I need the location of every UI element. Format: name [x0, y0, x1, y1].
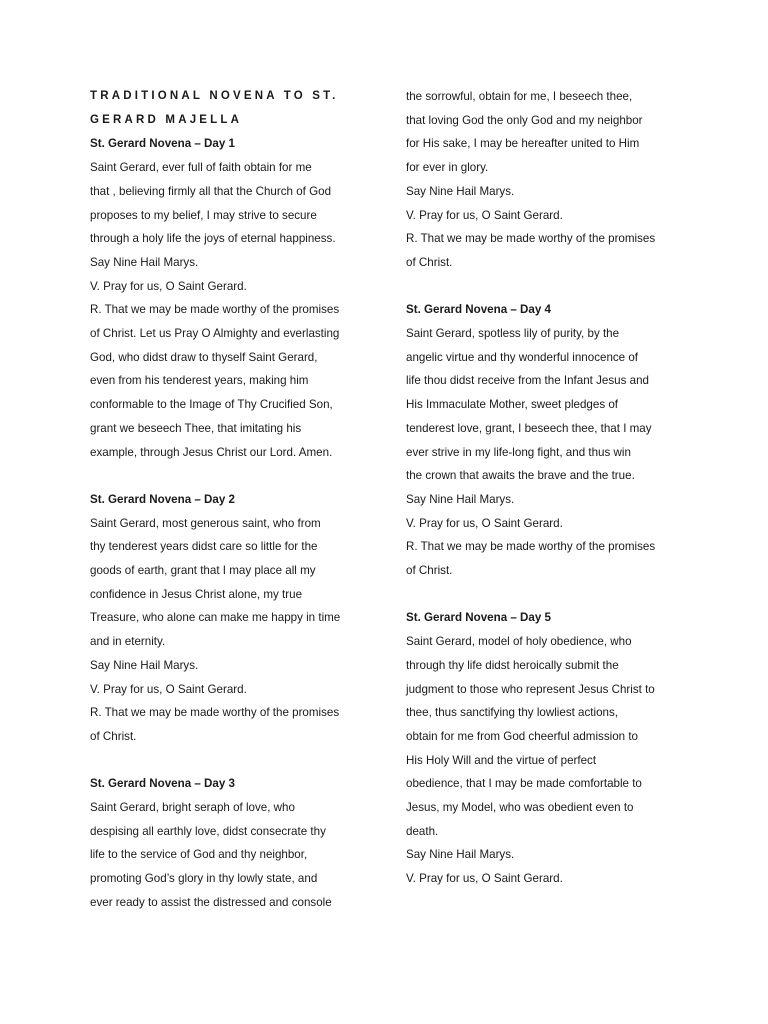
text-line: of Christ. — [406, 564, 453, 578]
text-line: the crown that awaits the brave and the true. — [406, 469, 635, 483]
text-line: promoting God’s glory in thy lowly state, and — [90, 872, 318, 886]
text-line: judgment to those who represent Jesus Christ to — [406, 682, 655, 696]
section-heading: St. Gerard Novena – Day 2 — [90, 492, 235, 506]
text-line: V. Pray for us, O Saint Gerard. — [406, 516, 563, 530]
text-line: R. That we may be made worthy of the promises — [406, 232, 656, 246]
left-column — [90, 85, 368, 915]
text-line: of Christ. — [406, 255, 453, 269]
section-heading: St. Gerard Novena – Day 5 — [406, 611, 551, 625]
text-line: V. Pray for us, O Saint Gerard. — [90, 682, 247, 696]
text-line: grant we beseech Thee, that imitating his — [90, 421, 302, 435]
text-line: Saint Gerard, ever full of faith obtain for me — [90, 161, 312, 175]
text-line: proposes to my belief, I may strive to secure — [90, 208, 317, 222]
text-line: His Immaculate Mother, sweet pledges of — [406, 398, 619, 412]
text-line: V. Pray for us, O Saint Gerard. — [406, 208, 563, 222]
text-line: death. — [406, 824, 439, 838]
novena-section — [406, 85, 684, 275]
text-line: example, through Jesus Christ our Lord. Amen. — [90, 445, 333, 459]
text-line: ever strive in my life-long fight, and thus win — [406, 445, 631, 459]
text-line: Saint Gerard, most generous saint, who from — [90, 516, 321, 530]
text-line: life to the service of God and thy neighbor, — [90, 848, 308, 862]
text-line: the sorrowful, obtain for me, I beseech thee, — [406, 90, 633, 103]
text-line: R. That we may be made worthy of the promises — [90, 706, 340, 720]
text-line: despising all earthly love, didst consecrate thy — [90, 824, 326, 838]
text-line: V. Pray for us, O Saint Gerard. — [90, 279, 247, 293]
document-title-line-1: TRADITIONAL NOVENA TO ST. — [90, 90, 339, 102]
text-line: thy tenderest years didst care so little for the — [90, 540, 318, 554]
text-line: thee, thus sanctifying thy lowliest actions, — [406, 706, 619, 720]
section-heading: St. Gerard Novena – Day 4 — [406, 303, 551, 317]
text-line: His Holy Will and the virtue of perfect — [406, 753, 597, 767]
novena-section — [406, 606, 684, 890]
text-line: tenderest love, grant, I beseech thee, that I may — [406, 421, 652, 435]
text-line: Say Nine Hail Marys. — [406, 492, 515, 506]
section-heading: St. Gerard Novena – Day 1 — [90, 137, 235, 151]
text-line: angelic virtue and thy wonderful innocence of — [406, 350, 639, 364]
text-line: Jesus, my Model, who was obedient even to — [406, 801, 634, 815]
text-line: God, who didst draw to thyself Saint Gerard, — [90, 350, 318, 364]
text-line: Saint Gerard, spotless lily of purity, by the — [406, 327, 620, 341]
left-sections — [90, 132, 368, 914]
text-line: even from his tenderest years, making him — [90, 374, 309, 388]
section-gap — [90, 749, 368, 773]
text-line: Treasure, who alone can make me happy in time — [90, 611, 341, 625]
text-line: for His sake, I may be hereafter united to Him — [406, 137, 640, 151]
text-line: R. That we may be made worthy of the promises — [90, 303, 340, 317]
text-line: and in eternity. — [90, 635, 166, 649]
text-line: obtain for me from God cheerful admission to — [406, 729, 638, 743]
text-line: R. That we may be made worthy of the promises — [406, 540, 656, 554]
text-line: conformable to the Image of Thy Crucified Son, — [90, 398, 333, 412]
right-sections — [406, 85, 684, 891]
text-line: of Christ. — [90, 729, 137, 743]
section-gap — [90, 464, 368, 488]
text-line: V. Pray for us, O Saint Gerard. — [406, 872, 563, 886]
text-line: Say Nine Hail Marys. — [90, 658, 199, 672]
text-line: for ever in glory. — [406, 161, 489, 175]
text-line: Say Nine Hail Marys. — [90, 255, 199, 269]
document-title-line-2: GERARD MAJELLA — [90, 113, 243, 126]
section-heading: St. Gerard Novena – Day 3 — [90, 777, 235, 791]
text-line: that , believing firmly all that the Church of God — [90, 184, 332, 198]
text-line: Say Nine Hail Marys. — [406, 184, 515, 198]
text-line: of Christ. Let us Pray O Almighty and everlasting — [90, 327, 340, 341]
text-line: that loving God the only God and my neighbor — [406, 113, 643, 127]
text-line: through thy life didst heroically submit the — [406, 658, 619, 672]
section-gap — [406, 583, 684, 607]
text-line: life thou didst receive from the Infant Jesus and — [406, 374, 649, 388]
novena-section — [90, 488, 368, 749]
novena-section — [406, 298, 684, 582]
text-line: obedience, that I may be made comfortable to — [406, 777, 642, 791]
text-line: Saint Gerard, bright seraph of love, who — [90, 801, 295, 815]
text-line: ever ready to assist the distressed and console — [90, 895, 332, 909]
text-line: Saint Gerard, model of holy obedience, who — [406, 635, 632, 649]
text-line: goods of earth, grant that I may place all my — [90, 564, 316, 578]
text-line: through a holy life the joys of eternal happiness. — [90, 232, 336, 246]
section-gap — [406, 275, 684, 299]
novena-section — [90, 132, 368, 464]
text-line: confidence in Jesus Christ alone, my true — [90, 587, 303, 601]
novena-section — [90, 772, 368, 914]
text-line: Say Nine Hail Marys. — [406, 848, 515, 862]
right-column — [406, 85, 684, 891]
